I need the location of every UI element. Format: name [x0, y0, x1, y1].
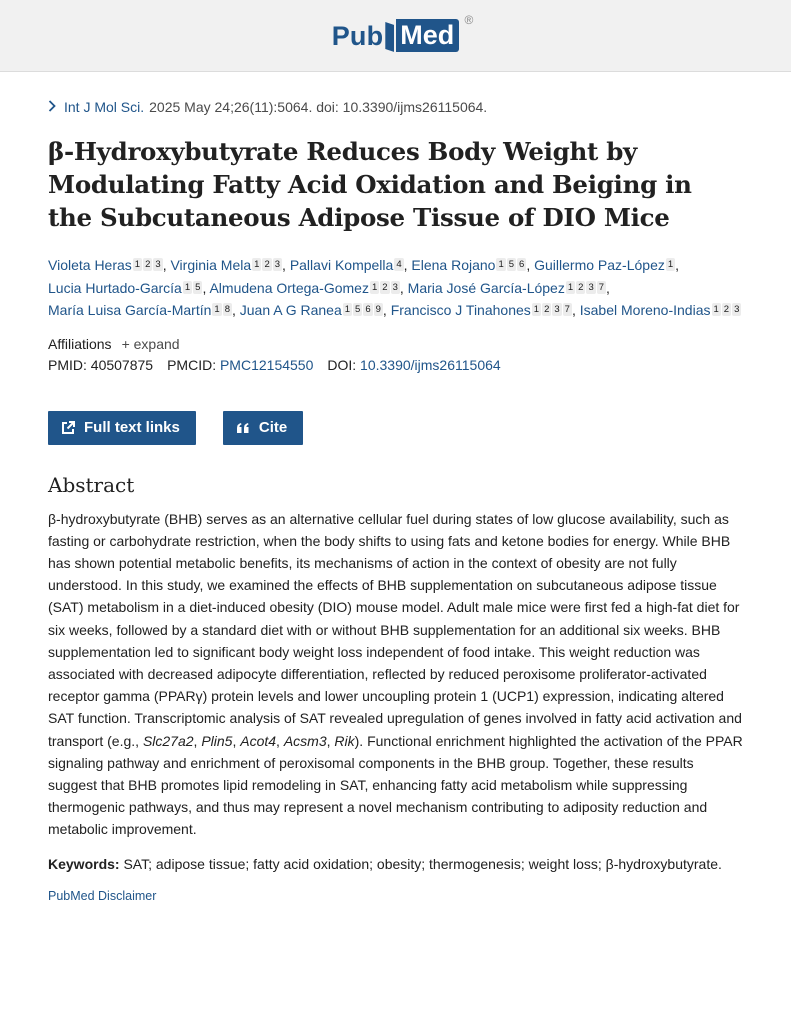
doi-link[interactable]: 10.3390/ijms26115064	[360, 356, 501, 373]
affiliation-number[interactable]: 9	[375, 304, 381, 315]
cite-button[interactable]	[223, 411, 303, 445]
keywords-text: SAT; adipose tissue; fatty acid oxidation; obesity; thermogenesis; weight loss; β-hydroxybutyrate.	[123, 855, 722, 872]
gene-separator: ,	[326, 732, 335, 749]
abstract-paragraph	[48, 508, 743, 841]
gene-separator: ,	[193, 732, 202, 749]
affiliation-number[interactable]: 1	[567, 281, 574, 293]
pmid-value: 40507875	[90, 356, 154, 373]
doi-label: DOI:	[327, 356, 357, 373]
registered-mark: ®	[464, 13, 474, 27]
article-title: β-Hydroxybutyrate Reduces Body Weight by Modulating Fatty Acid Oxidation and Beiging in the Subcutaneous Adipose Tissue of DIO Mice	[48, 137, 692, 232]
affiliation-number[interactable]: 1	[214, 304, 220, 315]
gene-slc27a2: Slc27a2	[142, 732, 194, 749]
author-name-link[interactable]: Virginia Mela	[170, 257, 252, 273]
affiliation-number[interactable]: 3	[155, 259, 161, 270]
author-name-link[interactable]: Francisco J Tinahones	[390, 302, 531, 318]
affiliation-number[interactable]: 1	[344, 304, 351, 315]
affiliation-number[interactable]: 5	[195, 281, 201, 293]
external-link-icon	[61, 421, 75, 435]
affiliation-number[interactable]: 1	[134, 259, 141, 270]
pmid-group	[48, 357, 153, 373]
pmcid-label: PMCID:	[167, 356, 217, 373]
affiliation-number[interactable]: 3	[392, 281, 398, 293]
pmcid-group	[167, 357, 313, 373]
doi-group	[327, 357, 500, 373]
gene-separator: ,	[232, 732, 241, 749]
affiliation-number[interactable]: 5	[508, 259, 515, 270]
affiliation-number[interactable]: 3	[554, 304, 560, 315]
affiliation-number[interactable]: 1	[254, 259, 260, 270]
affiliation-number[interactable]: 6	[519, 259, 525, 270]
abstract-heading: Abstract	[48, 472, 135, 497]
affiliation-number[interactable]: 7	[598, 281, 605, 293]
affiliation-number[interactable]: 6	[365, 304, 371, 315]
affiliation-number[interactable]: 3	[274, 259, 281, 270]
citation-details: 2025 May 24;26(11):5064. doi: 10.3390/ijms26115064.	[149, 99, 488, 115]
keywords-label: Keywords:	[48, 855, 120, 872]
author-name-link[interactable]: Pallavi Kompella	[289, 257, 394, 273]
affiliation-number[interactable]: 2	[723, 304, 730, 315]
affiliation-number[interactable]: 8	[224, 304, 230, 315]
author-item	[48, 257, 163, 273]
site-header	[0, 0, 791, 72]
cite-label: Cite	[258, 419, 288, 436]
affiliation-number[interactable]: 5	[355, 304, 361, 315]
affiliation-number[interactable]: 2	[264, 259, 270, 270]
author-item	[534, 257, 675, 273]
logo-pub-text: Pub	[331, 21, 384, 51]
citation-line	[48, 99, 743, 115]
affiliation-number[interactable]: 1	[184, 281, 191, 293]
pubmed-disclaimer-link[interactable]: PubMed Disclaimer	[48, 888, 157, 903]
disclaimer-row	[48, 889, 743, 903]
pmid-label: PMID:	[48, 356, 87, 373]
journal-link[interactable]: Int J Mol Sci.	[64, 99, 145, 115]
gene-acsm3: Acsm3	[283, 732, 327, 749]
gene-rik: Rik	[334, 732, 355, 749]
affiliation-number[interactable]: 3	[734, 304, 740, 315]
article-main	[0, 99, 791, 903]
affiliation-number[interactable]: 2	[145, 259, 151, 270]
pubmed-logo[interactable]	[331, 13, 474, 52]
keywords-section	[48, 853, 743, 875]
affiliation-number[interactable]: 1	[533, 304, 540, 315]
author-name-link[interactable]: Juan A G Ranea	[239, 302, 342, 318]
author-item	[48, 280, 202, 296]
author-name-link[interactable]: Guillermo Paz-López	[534, 257, 665, 273]
affiliation-number[interactable]: 2	[578, 281, 584, 293]
affiliation-number[interactable]: 7	[564, 304, 570, 315]
author-item	[391, 302, 572, 318]
author-name-link[interactable]: Lucia Hurtado-García	[48, 279, 182, 296]
author-name-link[interactable]: Maria José García-López	[407, 279, 565, 296]
full-text-links-button[interactable]	[48, 411, 196, 445]
affiliation-number[interactable]: 2	[544, 304, 550, 315]
affiliations-expand-button[interactable]: + expand	[121, 335, 180, 352]
affiliation-number[interactable]: 2	[382, 281, 388, 293]
affiliation-number[interactable]: 1	[498, 259, 504, 270]
gene-separator: ,	[276, 732, 284, 749]
abstract-body	[48, 508, 743, 841]
author-item	[209, 280, 399, 296]
affiliation-number[interactable]: 4	[396, 259, 402, 270]
affiliation-number[interactable]: 3	[588, 281, 594, 293]
abstract-text-part-2: ). Functional enrichment highlighted the activation of the PPAR signaling pathway and enrichment of peroxisomal components in the BHB group. Together, these results suggest that BHB promotes lipid remodeling in SAT, enhancing fatty acid metabolism while suppressing thermogenic pathways, and thus may represent a novel mechanism contributing to adiposity reduction and metabolic improvement.	[48, 732, 743, 838]
pmcid-link[interactable]: PMC12154550	[219, 356, 314, 373]
author-name-link[interactable]: Isabel Moreno-Indias	[579, 302, 711, 318]
author-name-link[interactable]: María Luisa García-Martín	[48, 302, 212, 318]
authors-list: Violeta Heras 1 2 3 , Virginia Mela 1 2 3 , Pallavi Kompella 4 , Elena Rojano 1 5 6 , Guillermo Paz-López 1 , Lucia Hurtado-García 1 5 , Almudena Ortega-Gomez 1 2 3 , Maria José García-López 1 2 3 7 , María Luisa García-Martín 1 8 , Juan A G Ranea 1 5 6 9 , Francisco J Tinahones 1 2 3 7 , Isabel Moreno-Indias 1 2 3	[48, 257, 740, 318]
author-item	[290, 257, 404, 273]
author-item	[48, 302, 232, 318]
affiliations-label: Affiliations	[48, 335, 112, 352]
identifiers-row	[48, 357, 743, 373]
author-item	[170, 257, 282, 273]
affiliations-row	[48, 336, 743, 352]
affiliation-number[interactable]: 1	[667, 259, 674, 270]
author-name-link[interactable]: Almudena Ortega-Gomez	[209, 279, 369, 296]
gene-acot4: Acot4	[240, 732, 277, 749]
logo-med-text: Med	[396, 19, 459, 52]
author-item	[240, 302, 383, 318]
affiliation-number[interactable]: 1	[713, 304, 719, 315]
author-item	[580, 302, 742, 318]
author-name-link[interactable]: Elena Rojano	[411, 257, 496, 273]
abstract-text-part-1: β-hydroxybutyrate (BHB) serves as an alternative cellular fuel during states of low glucose availability, such as fasting or carbohydrate restriction, when the body shifts to using fats and ketone bodies for energy. While BHB has shown potential metabolic benefits, its mechanisms of action in the context of obesity are not fully understood. In this study, we examined the effects of BHB supplementation on subcutaneous adipose tissue (SAT) metabolism in a diet-induced obesity (DIO) mouse model. Adult male mice were first fed a high-fat diet for six weeks, followed by a standard diet with or without BHB supplementation for an additional six weeks. BHB supplementation led to significant body weight loss independent of food intake. This weight reduction was associated with decreased adipocyte differentiation, reflected by reduced peroxisome proliferator-activated receptor gamma (PPARγ) protein levels and lower uncoupling protein 1 (UCP1) expression, indicating altered SAT function. Transcriptomic analysis of SAT revealed upregulation of genes involved in fatty acid activation and transport (e.g.,	[48, 510, 742, 749]
gene-plin5: Plin5	[201, 732, 233, 749]
logo-bookmark-icon	[385, 22, 394, 52]
action-buttons	[48, 411, 743, 445]
affiliation-number[interactable]: 1	[371, 281, 378, 293]
quote-icon	[236, 422, 250, 434]
full-text-links-label: Full text links	[84, 419, 180, 436]
author-item	[408, 280, 606, 296]
author-item	[411, 257, 526, 273]
author-name-link[interactable]: Violeta Heras	[48, 257, 132, 273]
chevron-right-icon[interactable]	[48, 99, 56, 115]
